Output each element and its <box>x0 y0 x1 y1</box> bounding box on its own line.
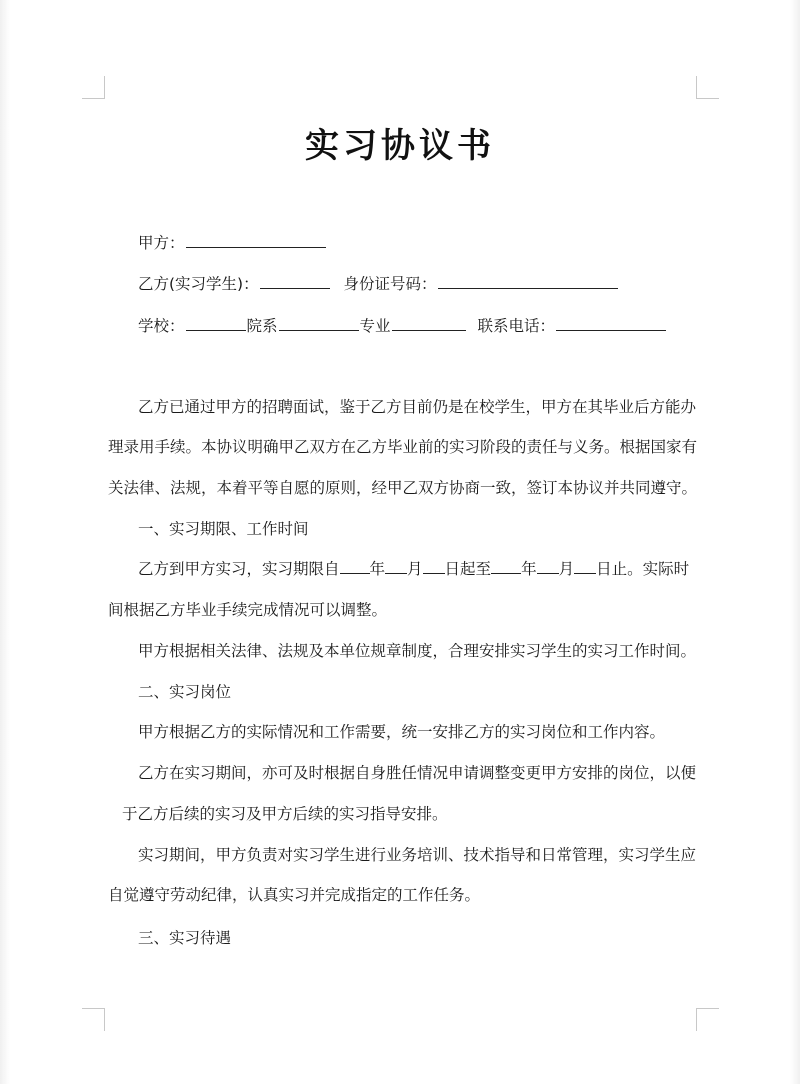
department-label: 院系 <box>246 317 278 335</box>
phone-blank[interactable] <box>556 315 666 331</box>
section-1-worktime: 甲方根据相关法律、法规及本单位规章制度，合理安排实习学生的实习工作时间。 <box>138 642 697 660</box>
section-2-para-3-line-1: 实习期间，甲方负责对实习学生进行业务培训、技术指导和日常管理，实习学生应 <box>138 846 697 864</box>
intro-line-2: 理录用手续。本协议明确甲乙双方在乙方毕业前的实习阶段的责任与义务。根据国家有 <box>108 438 698 456</box>
party-b-label: 乙方(实习学生)： <box>138 275 259 293</box>
party-b-row <box>138 272 619 294</box>
section-1-heading: 一、实习期限、工作时间 <box>138 520 309 538</box>
end-day-blank[interactable] <box>574 559 596 574</box>
margin-corner-mark-top-right <box>696 76 719 99</box>
margin-corner-mark-bottom-right <box>696 1008 719 1031</box>
major-label: 专业 <box>359 317 391 335</box>
start-month-blank[interactable] <box>385 559 407 574</box>
margin-corner-mark-top-left <box>82 76 105 99</box>
id-number-blank[interactable] <box>438 273 618 289</box>
day-end-label: 日止。实际时 <box>596 560 690 578</box>
school-row <box>138 314 667 336</box>
start-year-blank[interactable] <box>340 559 370 574</box>
party-a-blank[interactable] <box>186 232 326 248</box>
major-blank[interactable] <box>392 315 466 331</box>
party-a-row <box>138 231 327 253</box>
month-label: 月 <box>407 560 423 578</box>
phone-label: 联系电话： <box>477 317 555 335</box>
section-1-period-line-2: 间根据乙方毕业手续完成情况可以调整。 <box>108 601 388 619</box>
document-title: 实习协议书 <box>305 126 495 166</box>
end-year-blank[interactable] <box>491 559 521 574</box>
year-label: 年 <box>369 560 386 578</box>
school-blank[interactable] <box>186 315 246 331</box>
id-number-label: 身份证号码： <box>343 275 437 293</box>
section-2-para-2-line-1: 乙方在实习期间，亦可及时根据自身胜任情况申请调整变更甲方安排的岗位，以便 <box>138 764 697 782</box>
period-text-start: 乙方到甲方实习，实习期限自 <box>138 560 340 578</box>
section-2-heading: 二、实习岗位 <box>138 683 232 701</box>
section-2-para-3-line-2: 自觉遵守劳动纪律，认真实习并完成指定的工作任务。 <box>108 886 481 904</box>
section-2-para-2-line-2: 于乙方后续的实习及甲方后续的实习指导安排。 <box>122 805 448 823</box>
year-label-2: 年 <box>521 560 537 578</box>
end-month-blank[interactable] <box>537 559 559 574</box>
section-3-heading: 三、实习待遇 <box>138 929 232 947</box>
department-blank[interactable] <box>279 315 359 331</box>
section-2-para-1: 甲方根据乙方的实际情况和工作需要，统一安排乙方的实习岗位和工作内容。 <box>138 723 666 741</box>
party-b-blank[interactable] <box>260 273 330 289</box>
party-a-label: 甲方： <box>138 234 185 252</box>
start-day-blank[interactable] <box>423 559 445 574</box>
intro-line-3: 关法律、法规，本着平等自愿的原则，经甲乙双方协商一致，签订本协议并共同遵守。 <box>108 479 698 497</box>
margin-corner-mark-bottom-left <box>82 1008 105 1031</box>
day-from-label: 日起至 <box>444 560 492 578</box>
school-label: 学校： <box>138 317 185 335</box>
section-1-period-line <box>138 557 689 579</box>
intro-line-1: 乙方已通过甲方的招聘面试，鉴于乙方目前仍是在校学生，甲方在其毕业后方能办 <box>138 398 697 416</box>
month-label-2: 月 <box>558 560 575 578</box>
